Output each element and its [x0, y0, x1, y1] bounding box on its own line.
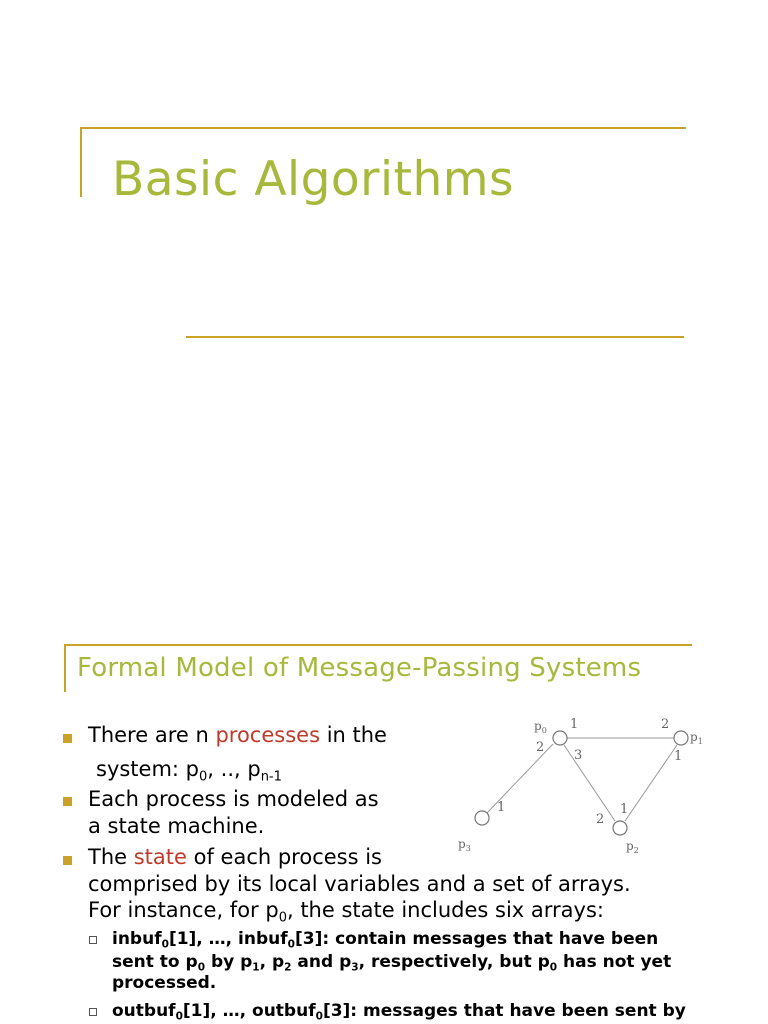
subbullet-text: outbuf$_0$[1], …, outbuf$_0$[3]: messages that have been sent by [112, 1001, 686, 1023]
label-p1: $p_1$ [690, 730, 703, 746]
port-label: 1 [497, 800, 506, 815]
subbullet-text: sent to $p_0$ by $p_1$, $p_2$ and $p_3$, respectively, but $p_0$ has not yet [112, 952, 672, 974]
label-p3: $p_3$ [458, 837, 471, 853]
emphasis-text: processes [215, 723, 321, 747]
top-rule [80, 127, 686, 129]
bullet-text: a state machine. [88, 814, 265, 838]
node-p2 [613, 821, 627, 835]
bottom-rule [186, 336, 684, 338]
edge-p0-p2 [564, 745, 615, 821]
port-label: 2 [596, 812, 605, 827]
bullet-text: The state of each process is [88, 845, 382, 869]
content-slide [0, 620, 768, 1024]
port-label: 2 [661, 717, 670, 732]
bullet-text: Each process is modeled as [88, 787, 379, 811]
node-p1 [674, 731, 688, 745]
edge-p1-p2 [625, 745, 677, 821]
label-p2: $p_2$ [626, 839, 639, 855]
node-p0 [553, 731, 567, 745]
port-label: 1 [674, 749, 683, 764]
node-p3 [475, 811, 489, 825]
subbullet-text: processed. [112, 973, 217, 993]
port-label: 1 [620, 802, 629, 817]
port-label: 3 [574, 748, 583, 763]
subbullet-marker [89, 936, 97, 944]
slide-title: Basic Algorithms [112, 152, 515, 207]
top-rule [64, 644, 692, 646]
bullet-text: system: $p_0$, .., $p_{n-1}$ [96, 757, 282, 785]
label-p0: $p_0$ [534, 719, 547, 735]
left-rule [80, 127, 82, 197]
subbullet-marker [89, 1008, 97, 1016]
bullet-marker [63, 856, 72, 865]
bullet-text: For instance, for $p_0$, the state includes six arrays: [88, 898, 604, 926]
bullet-marker [63, 797, 72, 806]
port-label: 2 [536, 740, 545, 755]
emphasis-text: state [133, 845, 187, 869]
bullet-marker [63, 734, 72, 743]
port-label: 1 [570, 717, 579, 732]
network-diagram [450, 710, 720, 860]
left-rule [64, 644, 66, 692]
subbullet-text: inbuf$_0$[1], …, inbuf$_0$[3]: contain messages that have been [112, 929, 659, 951]
bullet-text: comprised by its local variables and a set of arrays. [88, 872, 631, 896]
bullet-text: There are n processes in the [88, 723, 387, 747]
slide-title: Formal Model of Message-Passing Systems [77, 653, 642, 683]
